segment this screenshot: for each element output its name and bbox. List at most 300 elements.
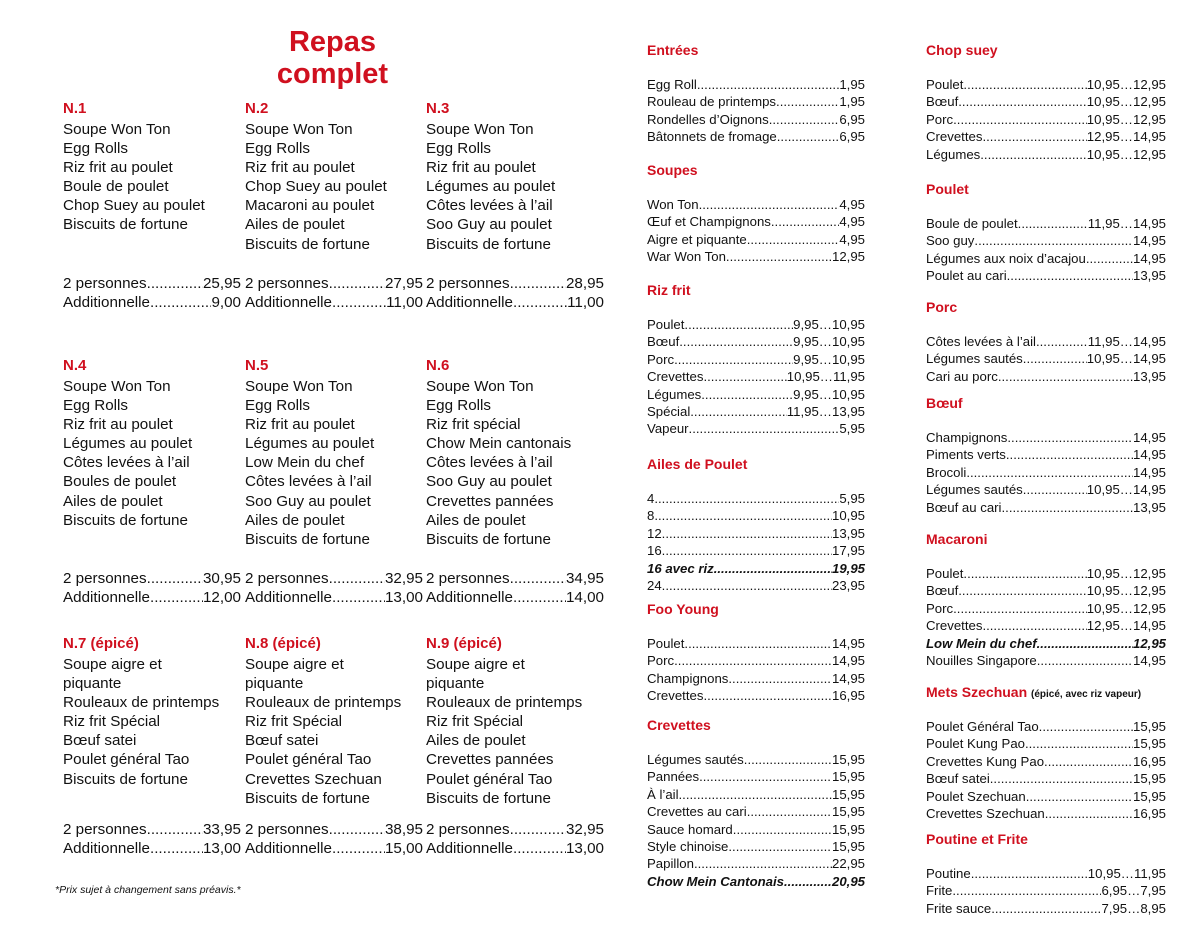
menu-item bbox=[647, 490, 865, 507]
dot-leader bbox=[1018, 215, 1088, 232]
dot-leader bbox=[966, 464, 1133, 481]
menu-item-name: Poulet Kung Pao bbox=[926, 736, 1025, 752]
dot-leader bbox=[662, 542, 832, 559]
combo-item: Riz frit au poulet bbox=[63, 416, 173, 434]
menu-item-price: 14,95 bbox=[1132, 250, 1166, 266]
section-title: Foo Young bbox=[647, 601, 719, 617]
menu-item-price: 16,95 bbox=[1132, 753, 1166, 769]
menu-item-name: Spécial bbox=[647, 404, 691, 420]
menu-item-name: 24 bbox=[647, 578, 662, 594]
dot-leader bbox=[982, 128, 1086, 145]
combo-item: piquante bbox=[245, 675, 304, 693]
menu-item-price: 14,95 bbox=[1132, 653, 1166, 669]
combo-6 bbox=[426, 356, 604, 549]
combo-2 bbox=[245, 99, 423, 254]
combo-price-row bbox=[245, 293, 423, 312]
combo-price-row bbox=[426, 839, 604, 858]
dot-leader bbox=[1045, 805, 1133, 822]
menu-item bbox=[926, 215, 1166, 232]
menu-item bbox=[647, 855, 865, 872]
combo-name: N.6 bbox=[426, 357, 450, 374]
menu-item-price: 10,95…12,95 bbox=[1086, 77, 1166, 92]
dot-leader bbox=[150, 839, 203, 858]
menu-item-price: 15,95 bbox=[1132, 719, 1166, 734]
menu-item bbox=[926, 429, 1166, 446]
section-items bbox=[647, 490, 865, 594]
combo-item: Egg Rolls bbox=[426, 397, 491, 415]
dot-leader bbox=[1025, 735, 1133, 752]
menu-item-name: Won Ton bbox=[647, 197, 699, 212]
dot-leader bbox=[147, 820, 203, 839]
combo-item: Crevettes Szechuan bbox=[245, 770, 382, 788]
menu-item-price: 4,95 bbox=[839, 214, 865, 230]
combo-item: Soupe Won Ton bbox=[426, 121, 534, 138]
menu-item bbox=[647, 768, 865, 785]
menu-item bbox=[647, 248, 865, 265]
menu-item-price: 10,95…12,95 bbox=[1086, 94, 1166, 110]
combo-item: Low Mein du chef bbox=[245, 454, 365, 472]
dot-leader bbox=[990, 770, 1133, 787]
menu-item-name: Poulet Szechuan bbox=[926, 788, 1026, 804]
dot-leader bbox=[982, 617, 1086, 634]
menu-item bbox=[647, 786, 865, 803]
menu-item bbox=[926, 770, 1166, 787]
combo-item: Ailes de poulet bbox=[245, 216, 345, 234]
combo-price-value: 28,95 bbox=[565, 275, 604, 292]
menu-item-name: Porc bbox=[926, 600, 954, 616]
combo-item: Macaroni au poulet bbox=[245, 197, 375, 215]
menu-item-name: Bâtonnets de fromage bbox=[647, 129, 777, 145]
menu-item-price: 12,95 bbox=[831, 249, 865, 265]
combo-item: Chop Suey au poulet bbox=[63, 197, 205, 215]
combo-price-label: Additionnelle bbox=[426, 840, 513, 858]
section-title: Riz frit bbox=[647, 282, 691, 298]
menu-item bbox=[926, 652, 1166, 669]
combo-name: N.8 (épicé) bbox=[245, 635, 321, 652]
combo-item: Biscuits de fortune bbox=[245, 235, 370, 253]
combo-8 bbox=[245, 634, 423, 808]
menu-item-price: 11,95…14,95 bbox=[1087, 334, 1166, 349]
menu-item-name: 16 bbox=[647, 543, 662, 559]
section-title: Crevettes bbox=[647, 717, 711, 733]
combo-prices bbox=[426, 274, 604, 312]
dot-leader bbox=[953, 111, 1087, 128]
dot-leader bbox=[771, 213, 839, 230]
combo-price-label: Additionnelle bbox=[426, 294, 513, 312]
combo-item: Boules de poulet bbox=[63, 473, 177, 491]
combo-prices bbox=[63, 274, 241, 312]
menu-item-name: Pannées bbox=[647, 769, 700, 785]
combo-price-value: 30,95 bbox=[202, 570, 241, 587]
dot-leader bbox=[699, 196, 840, 213]
menu-item-name: Poulet Général Tao bbox=[926, 719, 1039, 734]
menu-section bbox=[926, 298, 1166, 385]
menu-section bbox=[926, 530, 1166, 669]
combo-item: Soo Guy au poulet bbox=[426, 216, 552, 234]
menu-item-name: Poutine bbox=[926, 866, 971, 881]
combo-price-value: 32,95 bbox=[384, 570, 423, 587]
menu-item-name: Légumes bbox=[647, 386, 702, 402]
section-heading bbox=[647, 716, 865, 734]
dot-leader bbox=[958, 582, 1087, 599]
menu-section bbox=[647, 281, 865, 438]
dot-leader bbox=[690, 403, 787, 420]
menu-item bbox=[647, 351, 865, 368]
dot-leader bbox=[332, 293, 386, 312]
menu-item-price: 4,95 bbox=[839, 231, 865, 247]
menu-item bbox=[926, 368, 1166, 385]
dot-leader bbox=[689, 420, 840, 437]
menu-item-price: 10,95…11,95 bbox=[786, 369, 865, 385]
menu-item-name: Vapeur bbox=[647, 421, 689, 437]
combo-item: Soo Guy au poulet bbox=[426, 473, 552, 491]
combo-7 bbox=[63, 634, 241, 789]
combo-items bbox=[63, 377, 241, 530]
dot-leader bbox=[744, 751, 832, 768]
menu-item bbox=[647, 196, 865, 213]
menu-item bbox=[926, 76, 1166, 93]
menu-item-name: Légumes sautés bbox=[647, 752, 744, 767]
combo-price-value: 11,00 bbox=[567, 294, 604, 312]
section-items bbox=[647, 196, 865, 266]
menu-section bbox=[647, 161, 865, 266]
combo-item: Rouleaux de printemps bbox=[245, 694, 402, 712]
section-items bbox=[647, 751, 865, 890]
dot-leader bbox=[332, 839, 385, 858]
combo-price-label: Additionnelle bbox=[426, 589, 513, 607]
section-items bbox=[926, 718, 1166, 822]
dot-leader bbox=[150, 293, 211, 312]
combo-item: Riz frit Spécial bbox=[245, 713, 343, 731]
combo-name: N.9 (épicé) bbox=[426, 635, 502, 652]
menu-item-name: Aigre et piquante bbox=[647, 231, 747, 247]
combo-items bbox=[245, 120, 423, 254]
menu-item-name: Bœuf au cari bbox=[926, 499, 1002, 515]
combo-5 bbox=[245, 356, 423, 549]
menu-item bbox=[926, 446, 1166, 463]
combo-name: N.4 bbox=[63, 357, 87, 374]
combo-item: Poulet général Tao bbox=[245, 751, 372, 769]
menu-item-price: 11,95…14,95 bbox=[1087, 216, 1166, 231]
section-heading bbox=[647, 281, 865, 299]
menu-item-price: 15,95 bbox=[1132, 771, 1166, 787]
combo-item: Egg Rolls bbox=[63, 140, 128, 158]
combo-price-row bbox=[245, 820, 423, 839]
combo-item: Egg Rolls bbox=[245, 397, 310, 415]
dot-leader bbox=[1002, 499, 1133, 516]
dot-leader bbox=[974, 232, 1133, 249]
combo-item: Soupe Won Ton bbox=[426, 378, 534, 395]
menu-item-name: Nouilles Singapore bbox=[926, 653, 1037, 669]
combo-item: Côtes levées à l’ail bbox=[245, 473, 372, 491]
combo-price-label: 2 personnes bbox=[245, 275, 329, 292]
dot-leader bbox=[147, 569, 203, 588]
menu-item bbox=[647, 635, 865, 652]
dot-leader bbox=[684, 316, 793, 333]
combo-price-row bbox=[63, 820, 241, 839]
section-subtitle: (épicé, avec riz vapeur) bbox=[1031, 689, 1142, 700]
dot-leader bbox=[728, 838, 832, 855]
menu-section bbox=[647, 455, 865, 594]
combo-item: Bœuf satei bbox=[63, 732, 137, 750]
combo-item: Ailes de poulet bbox=[426, 511, 526, 529]
combo-price-row bbox=[63, 839, 241, 858]
combo-price-row bbox=[63, 569, 241, 588]
menu-item-price: 15,95 bbox=[831, 804, 865, 820]
menu-item-price: 6,95 bbox=[839, 129, 865, 145]
combo-items bbox=[63, 120, 241, 235]
dot-leader bbox=[329, 274, 385, 293]
menu-item-price: 15,95 bbox=[831, 839, 865, 855]
dot-leader bbox=[747, 231, 840, 248]
menu-item bbox=[647, 873, 865, 890]
menu-item-name: Boule de poulet bbox=[926, 216, 1018, 231]
menu-section bbox=[926, 683, 1166, 822]
combo-price-value: 33,95 bbox=[202, 821, 241, 838]
menu-item bbox=[926, 718, 1166, 735]
dot-leader bbox=[679, 333, 793, 350]
section-items bbox=[926, 333, 1166, 385]
menu-item-name: 16 avec riz bbox=[647, 560, 714, 576]
dot-leader bbox=[694, 855, 832, 872]
menu-item-name: Poulet bbox=[926, 566, 964, 581]
menu-item-name: Cari au porc bbox=[926, 368, 998, 384]
menu-item-name: Egg Roll bbox=[647, 77, 697, 92]
combo-price-row bbox=[245, 588, 423, 607]
menu-item-price: 10,95…12,95 bbox=[1086, 583, 1166, 599]
dot-leader bbox=[1023, 350, 1087, 367]
menu-item-price: 14,95 bbox=[831, 636, 865, 651]
menu-item-price: 13,95 bbox=[831, 525, 865, 541]
combo-item: Biscuits de fortune bbox=[426, 789, 551, 807]
combo-price-value: 13,00 bbox=[384, 589, 423, 607]
menu-item bbox=[926, 565, 1166, 582]
menu-item-price: 10,95…14,95 bbox=[1086, 351, 1166, 367]
menu-item bbox=[926, 805, 1166, 822]
menu-item-name: Crevettes Kung Pao bbox=[926, 753, 1045, 769]
section-items bbox=[647, 635, 865, 705]
combo-item: Soo Guy au poulet bbox=[245, 492, 371, 510]
menu-item bbox=[926, 267, 1166, 284]
menu-item-name: War Won Ton bbox=[647, 249, 726, 265]
combo-item: Soupe aigre et bbox=[426, 656, 525, 673]
combo-price-label: 2 personnes bbox=[245, 570, 329, 587]
combo-price-label: 2 personnes bbox=[63, 570, 147, 587]
menu-item-name: 4 bbox=[647, 491, 655, 506]
menu-item-price: 14,95 bbox=[1132, 464, 1166, 480]
menu-item-name: Bœuf satei bbox=[926, 771, 990, 787]
dot-leader bbox=[1039, 718, 1133, 735]
menu-item-price: 7,95…8,95 bbox=[1101, 900, 1166, 916]
menu-item bbox=[926, 882, 1166, 899]
menu-item-price: 9,95…10,95 bbox=[793, 386, 865, 402]
dot-leader bbox=[513, 839, 566, 858]
combo-item: Chop Suey au poulet bbox=[245, 178, 387, 196]
menu-item bbox=[647, 751, 865, 768]
combo-item: piquante bbox=[426, 675, 485, 693]
combo-price-label: Additionnelle bbox=[63, 589, 150, 607]
combo-item: Légumes au poulet bbox=[63, 435, 193, 453]
combo-prices bbox=[245, 569, 423, 607]
combo-price-label: Additionnelle bbox=[63, 840, 150, 858]
menu-item-price: 6,95 bbox=[839, 111, 865, 127]
menu-item bbox=[647, 507, 865, 524]
combo-prices bbox=[245, 820, 423, 858]
combo-item: Soupe Won Ton bbox=[63, 378, 171, 395]
dot-leader bbox=[958, 93, 1087, 110]
combo-item: Egg Rolls bbox=[426, 140, 491, 158]
combo-name: N.2 bbox=[245, 100, 269, 117]
combo-name: N.5 bbox=[245, 357, 269, 374]
dot-leader bbox=[953, 600, 1087, 617]
menu-item-name: Légumes bbox=[926, 146, 981, 162]
combo-item: Biscuits de fortune bbox=[426, 235, 551, 253]
combo-price-value: 9,00 bbox=[211, 294, 241, 312]
dot-leader bbox=[703, 687, 832, 704]
combo-price-row bbox=[245, 274, 423, 293]
combo-item: Biscuits de fortune bbox=[426, 530, 551, 548]
menu-item-price: 9,95…10,95 bbox=[793, 317, 865, 332]
menu-item bbox=[926, 333, 1166, 350]
menu-item-name: Porc bbox=[926, 111, 954, 127]
combo-price-row bbox=[63, 274, 241, 293]
menu-item-price: 10,95…14,95 bbox=[1086, 482, 1166, 498]
dot-leader bbox=[747, 803, 832, 820]
combo-price-label: 2 personnes bbox=[245, 821, 329, 838]
menu-item-price: 15,95 bbox=[831, 769, 865, 785]
menu-item bbox=[926, 232, 1166, 249]
dot-leader bbox=[513, 588, 566, 607]
dot-leader bbox=[963, 565, 1086, 582]
section-heading bbox=[926, 180, 1166, 198]
menu-item-price: 12,95 bbox=[1132, 635, 1166, 651]
combo-item: Riz frit spécial bbox=[426, 416, 521, 434]
dot-leader bbox=[991, 900, 1101, 917]
combo-price-label: Additionnelle bbox=[63, 294, 150, 312]
menu-section bbox=[926, 394, 1166, 516]
menu-item-name: Soo guy bbox=[926, 233, 975, 249]
dot-leader bbox=[329, 820, 385, 839]
menu-item-name: Sauce homard bbox=[647, 821, 733, 837]
combo-price-label: Additionnelle bbox=[245, 840, 332, 858]
menu-item-price: 15,95 bbox=[1132, 788, 1166, 804]
combo-prices bbox=[63, 820, 241, 858]
combo-price-value: 11,00 bbox=[386, 294, 423, 312]
dot-leader bbox=[703, 368, 786, 385]
menu-item bbox=[647, 542, 865, 559]
section-items bbox=[647, 316, 865, 438]
section-items bbox=[926, 429, 1166, 516]
menu-title bbox=[255, 26, 410, 90]
section-title: Entrées bbox=[647, 42, 699, 58]
combo-price-value: 14,00 bbox=[565, 589, 604, 607]
menu-item-price: 13,95 bbox=[1132, 268, 1166, 284]
combo-price-value: 15,00 bbox=[384, 840, 423, 858]
menu-item bbox=[647, 386, 865, 403]
menu-item-price: 15,95 bbox=[1132, 736, 1166, 752]
dot-leader bbox=[1007, 267, 1133, 284]
menu-item-price: 14,95 bbox=[831, 670, 865, 686]
menu-item-price: 12,95…14,95 bbox=[1086, 129, 1166, 145]
menu-item-name: Crevettes bbox=[647, 369, 704, 385]
menu-section bbox=[647, 716, 865, 890]
dot-leader bbox=[510, 820, 566, 839]
dot-leader bbox=[769, 111, 840, 128]
menu-item-price: 9,95…10,95 bbox=[793, 351, 865, 367]
menu-item-name: Légumes sautés bbox=[926, 482, 1023, 498]
dot-leader bbox=[971, 865, 1088, 882]
menu-item-price: 16,95 bbox=[831, 688, 865, 704]
dot-leader bbox=[654, 490, 839, 507]
combo-item: Biscuits de fortune bbox=[63, 770, 188, 788]
menu-item-name: À l’ail bbox=[647, 786, 679, 802]
price-disclaimer: *Prix sujet à changement sans préavis.* bbox=[55, 884, 241, 896]
menu-item-price: 10,95…11,95 bbox=[1087, 866, 1166, 881]
section-heading bbox=[647, 600, 865, 618]
dot-leader bbox=[1037, 635, 1133, 652]
menu-item-name: Bœuf bbox=[926, 583, 959, 599]
dot-leader bbox=[150, 588, 203, 607]
menu-item-name: Poulet bbox=[647, 317, 685, 332]
menu-item bbox=[926, 635, 1166, 652]
combo-price-value: 12,00 bbox=[202, 589, 241, 607]
section-heading bbox=[926, 394, 1166, 412]
menu-item bbox=[926, 93, 1166, 110]
combo-item: Ailes de poulet bbox=[63, 492, 163, 510]
combo-item: Ailes de poulet bbox=[426, 732, 526, 750]
menu-item-price: 11,95…13,95 bbox=[786, 404, 865, 420]
dot-leader bbox=[1007, 429, 1133, 446]
menu-item bbox=[926, 753, 1166, 770]
dot-leader bbox=[662, 525, 832, 542]
combo-item: Soupe aigre et bbox=[245, 656, 344, 673]
menu-item bbox=[647, 333, 865, 350]
dot-leader bbox=[952, 882, 1101, 899]
menu-item bbox=[647, 803, 865, 820]
combo-price-label: 2 personnes bbox=[63, 821, 147, 838]
menu-section bbox=[647, 600, 865, 705]
menu-item bbox=[647, 687, 865, 704]
dot-leader bbox=[679, 786, 832, 803]
menu-item-price: 14,95 bbox=[1132, 430, 1166, 445]
combo-price-row bbox=[63, 588, 241, 607]
menu-item-price: 14,95 bbox=[1132, 233, 1166, 249]
combo-prices bbox=[426, 569, 604, 607]
section-title: Macaroni bbox=[926, 531, 988, 547]
combo-item: Riz frit au poulet bbox=[245, 159, 355, 177]
menu-item-price: 22,95 bbox=[831, 856, 865, 872]
dot-leader bbox=[1044, 753, 1133, 770]
menu-item-name: Rouleau de printemps bbox=[647, 94, 777, 110]
section-heading bbox=[647, 41, 865, 59]
dot-leader bbox=[654, 507, 832, 524]
menu-item bbox=[926, 735, 1166, 752]
menu-item-name: Poulet bbox=[647, 636, 685, 651]
combo-item: Crevettes pannées bbox=[426, 751, 554, 769]
dot-leader bbox=[684, 635, 832, 652]
section-title: Ailes de Poulet bbox=[647, 456, 748, 472]
menu-item bbox=[647, 821, 865, 838]
menu-item-price: 20,95 bbox=[831, 873, 865, 889]
combo-prices bbox=[245, 274, 423, 312]
dot-leader bbox=[726, 248, 832, 265]
combo-price-label: Additionnelle bbox=[245, 589, 332, 607]
section-title: Chop suey bbox=[926, 42, 998, 58]
menu-item bbox=[647, 128, 865, 145]
dot-leader bbox=[329, 569, 385, 588]
combo-item: Crevettes pannées bbox=[426, 492, 554, 510]
menu-item bbox=[647, 670, 865, 687]
